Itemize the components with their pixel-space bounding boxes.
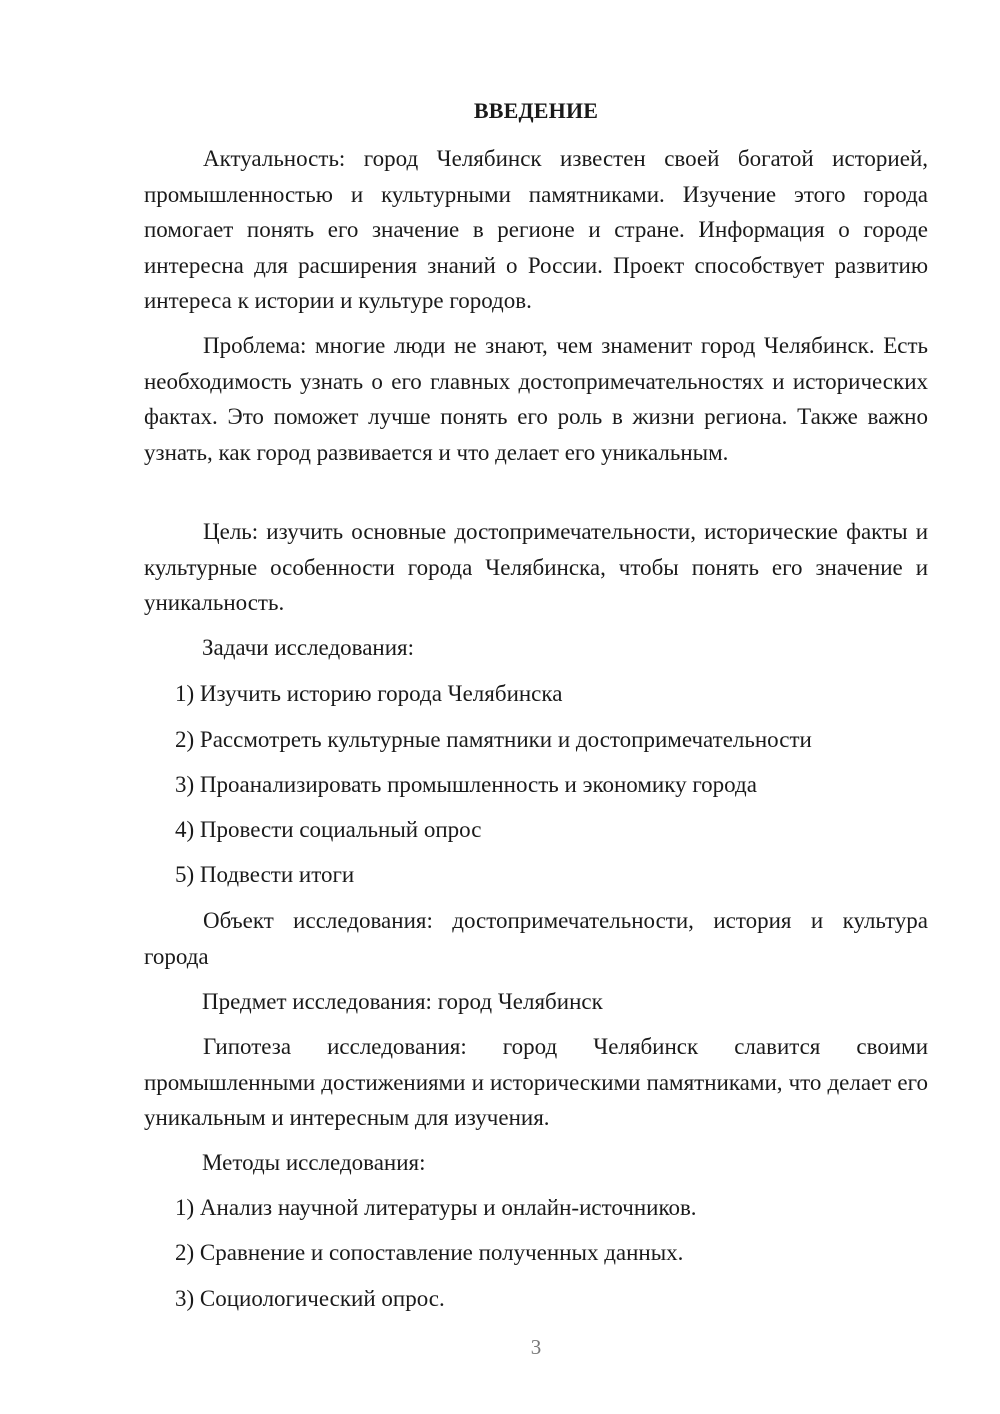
list-item: 4) Провести социальный опрос bbox=[175, 817, 482, 842]
hypothesis-paragraph: Гипотеза исследования: город Челябинск славится своими промышленными достижениями и историческими памятниками, что делает его уникальным и интересным для изучения. bbox=[144, 1034, 928, 1130]
page-number: 3 bbox=[530, 1335, 542, 1359]
problem-paragraph: Проблема: многие люди не знают, чем знаменит город Челябинск. Есть необходимость узнать о его главных достопримечательностях и исторических фактах. Это поможет лучше понять его роль в жизни региона. Также важно узнать, как город развивается и что делает его уникальным. bbox=[144, 333, 928, 465]
list-item: 5) Подвести итоги bbox=[175, 862, 355, 887]
list-item: 3) Социологический опрос. bbox=[175, 1286, 445, 1311]
list-item: 1) Анализ научной литературы и онлайн-источников. bbox=[175, 1195, 697, 1220]
page-title: ВВЕДЕНИЕ bbox=[473, 98, 599, 123]
tasks-title: Задачи исследования: bbox=[202, 635, 415, 660]
list-item: 1) Изучить историю города Челябинска bbox=[175, 681, 563, 706]
methods-title: Методы исследования: bbox=[202, 1150, 426, 1175]
list-item: 2) Сравнение и сопоставление полученных данных. bbox=[175, 1240, 684, 1265]
subject-line: Предмет исследования: город Челябинск bbox=[202, 989, 603, 1014]
object-paragraph: Объект исследования: достопримечательности, история и культура города bbox=[144, 908, 928, 969]
goal-paragraph: Цель: изучить основные достопримечательности, исторические факты и культурные особенности города Челябинска, чтобы понять его значение и уникальность. bbox=[144, 519, 928, 615]
list-item: 3) Проанализировать промышленность и экономику города bbox=[175, 772, 757, 797]
relevance-paragraph: Актуальность: город Челябинск известен своей богатой историей, промышленностью и культурными памятниками. Изучение этого города помогает понять его значение в регионе и стране. Информация о городе интересна для расширения знаний о России. Проект способствует развитию интереса к истории и культуре городов. bbox=[144, 146, 928, 313]
list-item: 2) Рассмотреть культурные памятники и достопримечательности bbox=[175, 727, 812, 752]
